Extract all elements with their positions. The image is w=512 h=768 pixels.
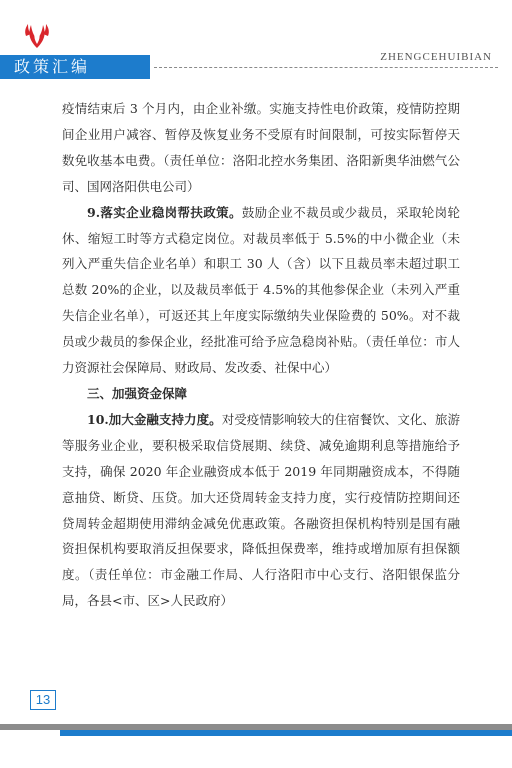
- item-text: 鼓励企业不裁员或少裁员，采取轮岗轮休、缩短工时等方式稳定岗位。对裁员率低于 5.5%的中小微企业（未列入严重失信企业名单）和职工 30 人（含）以下且裁员率未超过职工总数 20%的企业，以及裁员率低于 4.5%的其他参保企业（未列入严重失信企业名单），可返还其上年度实际缴纳失业保险费的 50%。对不裁员或少裁员的参保企业，经批准可给予应急稳岗补贴。（责任单位：市人力资源社会保障局、财政局、发改委、社保中心）: [62, 204, 460, 376]
- paragraph: [62, 200, 460, 381]
- header-divider: [154, 67, 498, 68]
- document-body: [62, 96, 460, 614]
- page-number: 13: [30, 690, 56, 710]
- section-title: 政策汇编: [14, 57, 91, 76]
- section-header-bar: [0, 55, 150, 79]
- flame-emblem-icon: [22, 20, 52, 50]
- item-heading: 10.加大金融支持力度。: [87, 411, 222, 427]
- paragraph: 疫情结束后 3 个月内，由企业补缴。实施支持性电价政策，疫情防控期间企业用户减容、暂停及恢复业务不受原有时间限制，可按实际暂停天数免收基本电费。（责任单位：洛阳北控水务集团、洛阳新奥华油燃气公司、国网洛阳供电公司）: [62, 101, 460, 194]
- footer-stripe-blue: [60, 730, 512, 736]
- section-title-latin: ZHENGCEHUIBIAN: [380, 51, 492, 63]
- paragraph: [62, 407, 460, 614]
- section-heading: 三、加强资金保障: [87, 385, 188, 401]
- item-text: 对受疫情影响较大的住宿餐饮、文化、旅游等服务业企业，要积极采取信贷展期、续贷、减免逾期利息等措施给予支持，确保 2020 年企业融资成本低于 2019 年同期融资成本，不得随意抽贷、断贷、压贷。加大还贷周转金支持力度，实行疫情防控期间还贷周转金超期使用滞纳金减免优惠政策。各融资担保机构特别是国有融资担保机构要取消反担保要求，降低担保费率，维持或增加原有担保额度。（责任单位：市金融工作局、人行洛阳市中心支行、洛阳银保监分局，各县<市、区>人民政府）: [62, 411, 460, 609]
- item-heading: 9.落实企业稳岗帮扶政策。: [87, 204, 242, 220]
